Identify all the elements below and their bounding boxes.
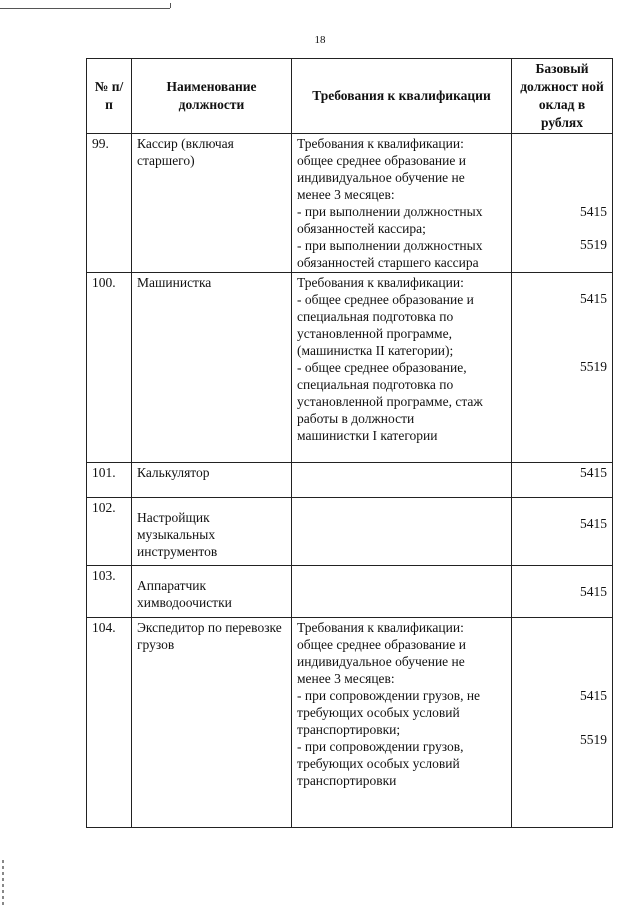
- requirement-line: индивидуальное обучение не: [297, 654, 465, 669]
- requirement-line: обязанностей старшего кассира: [297, 255, 479, 270]
- position-text: Настройщик музыкальных инструментов: [137, 510, 218, 559]
- row-salary: [512, 273, 613, 463]
- requirement-line: - общее среднее образование,: [297, 360, 467, 375]
- requirement-line: машинистки I категории: [297, 428, 438, 443]
- row-salary: [512, 618, 613, 828]
- requirement-line: установленной программе,: [297, 326, 452, 341]
- requirement-line: специальная подготовка по: [297, 377, 454, 392]
- row-num: 104.: [87, 618, 132, 828]
- requirement-line: специальная подготовка по: [297, 309, 454, 324]
- row-salary: [512, 134, 613, 273]
- requirement-line: установленной программе, стаж: [297, 394, 483, 409]
- requirement-line: требующих особых условий: [297, 705, 460, 720]
- row-requirements: [292, 566, 512, 618]
- scan-artifact-top: [0, 8, 170, 9]
- row-requirements: [292, 463, 512, 498]
- requirement-line: транспортировки: [297, 773, 397, 788]
- requirement-line: - при сопровождении грузов,: [297, 739, 464, 754]
- position-text: Аппаратчик химводоочистки: [137, 578, 232, 610]
- row-salary: [512, 463, 613, 498]
- table-row: [87, 566, 613, 618]
- positions-table: [86, 58, 613, 828]
- row-position: Кассир (включая старшего): [132, 134, 292, 273]
- salary-value: 5519: [580, 237, 607, 252]
- salary-value: 5519: [580, 359, 607, 374]
- row-position: Экспедитор по перевозке грузов: [132, 618, 292, 828]
- salary-value: 5415: [580, 465, 607, 480]
- header-num: № п/п: [87, 59, 132, 134]
- requirement-line: - общее среднее образование и: [297, 292, 474, 307]
- requirement-line: индивидуальное обучение не: [297, 170, 465, 185]
- salary-value: 5415: [580, 688, 607, 703]
- requirement-line: общее среднее образование и: [297, 153, 466, 168]
- row-position: [132, 566, 292, 618]
- requirement-line: - при сопровождении грузов, не: [297, 688, 481, 703]
- requirement-line: требующих особых условий: [297, 756, 460, 771]
- requirement-line: Требования к квалификации:: [297, 136, 464, 151]
- row-position: [132, 498, 292, 566]
- requirement-line: - при выполнении должностных: [297, 238, 483, 253]
- requirement-line: общее среднее образование и: [297, 637, 466, 652]
- row-requirements: [292, 618, 512, 828]
- row-salary: [512, 498, 613, 566]
- table-row: [87, 134, 613, 273]
- salary-value: 5415: [580, 204, 607, 219]
- requirement-line: Требования к квалификации:: [297, 620, 464, 635]
- requirement-line: работы в должности: [297, 411, 415, 426]
- table-header-row: [87, 59, 613, 134]
- row-num: 100.: [87, 273, 132, 463]
- salary-value: 5415: [580, 584, 607, 599]
- row-num: 101.: [87, 463, 132, 498]
- requirement-line: обязанностей кассира;: [297, 221, 426, 236]
- salary-value: 5519: [580, 732, 607, 747]
- row-num: 99.: [87, 134, 132, 273]
- table-row: [87, 273, 613, 463]
- requirement-line: Требования к квалификации:: [297, 275, 464, 290]
- salary-value: 5415: [580, 291, 607, 306]
- page-number: 18: [314, 34, 326, 46]
- table-row: [87, 618, 613, 828]
- row-requirements: [292, 273, 512, 463]
- table-row: [87, 498, 613, 566]
- row-position: Калькулятор: [132, 463, 292, 498]
- row-salary: [512, 566, 613, 618]
- header-position: Наименование должности: [132, 59, 292, 134]
- row-position: Машинистка: [132, 273, 292, 463]
- row-requirements: [292, 498, 512, 566]
- requirement-line: - при выполнении должностных: [297, 204, 483, 219]
- row-num: 103.: [87, 566, 132, 618]
- scan-artifact-left-edge: [2, 860, 4, 905]
- requirement-line: менее 3 месяцев:: [297, 187, 395, 202]
- header-salary: Базовый должност ной оклад в рублях: [512, 59, 613, 134]
- table-row: [87, 463, 613, 498]
- requirement-line: (машинистка II категории);: [297, 343, 454, 358]
- salary-value: 5415: [580, 516, 607, 531]
- header-requirements: Требования к квалификации: [292, 59, 512, 134]
- requirement-line: менее 3 месяцев:: [297, 671, 395, 686]
- row-num: 102.: [87, 498, 132, 566]
- requirement-line: транспортировки;: [297, 722, 401, 737]
- row-requirements: [292, 134, 512, 273]
